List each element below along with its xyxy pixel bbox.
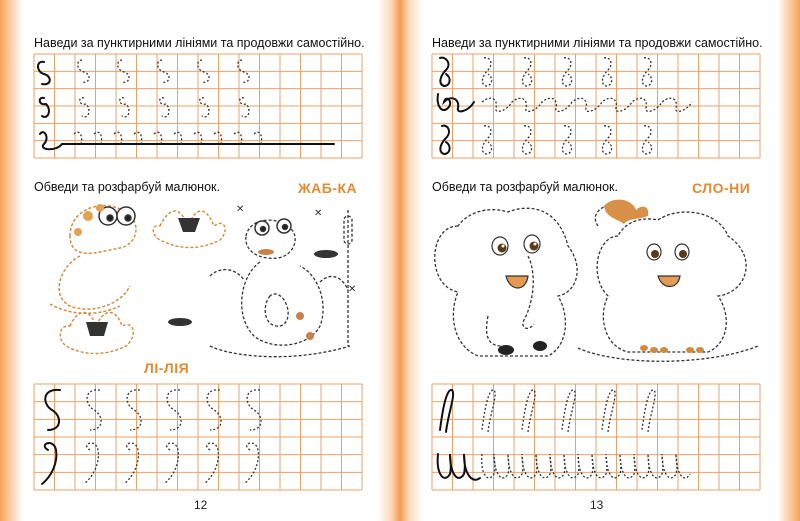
- dotted-s-capital-row-2: [84, 443, 258, 484]
- left-bottom-writing-grid: [34, 384, 362, 490]
- right-picture-instruction: Обведи та розфарбуй малюнок.: [432, 180, 618, 194]
- elephants-picture: [428, 196, 772, 376]
- lily-pads-icon: [168, 250, 338, 326]
- right-page-edge: [778, 0, 800, 521]
- svg-text:✕: ✕: [236, 204, 245, 215]
- left-top-writing-grid: [34, 54, 362, 158]
- right-top-instruction: Наведи за пунктирними лініями та продовжи самостійно.: [432, 36, 763, 50]
- book-gutter: [378, 0, 422, 521]
- grid-cells: [34, 384, 362, 490]
- grid-cells: [432, 384, 760, 490]
- left-page-number: 12: [194, 498, 208, 512]
- dotted-s-row-2: [80, 98, 249, 117]
- water-lily-top-center-icon: [178, 218, 200, 232]
- svg-text:✕: ✕: [348, 284, 357, 295]
- elephant-left-icon: [435, 208, 577, 356]
- dragonfly-icons: [236, 204, 356, 295]
- left-top-instruction: Наведи за пунктирними лініями та продовжи самостійно.: [34, 36, 365, 50]
- left-picture-instruction: Обведи та розфарбуй малюнок.: [34, 180, 220, 194]
- frog-right-icon: [210, 220, 350, 357]
- frog-right-spots-icon: [258, 249, 314, 340]
- right-bottom-writing-grid: [432, 384, 760, 490]
- dotted-s-capital-row-1: [87, 390, 261, 430]
- right-page-number: 13: [590, 498, 604, 512]
- left-page-edge: [0, 0, 22, 521]
- dotted-v-row-1: [482, 58, 651, 86]
- word-lily: ЛІ-ЛІЯ: [144, 360, 190, 376]
- svg-text:✕: ✕: [314, 208, 323, 219]
- elephant-left-eyes-icon: [492, 235, 540, 255]
- dotted-v-row-3: [482, 126, 651, 154]
- word-frog: ЖАБ-КА: [298, 180, 358, 196]
- grid-cells: [432, 54, 760, 158]
- grid-cells: [34, 54, 362, 158]
- frog-left-eyes-icon: [99, 207, 135, 225]
- word-elephants: СЛО-НИ: [692, 180, 751, 196]
- dotted-sh-row-2: [482, 454, 690, 478]
- dotted-l-row-1: [482, 390, 655, 432]
- letter-sh-traces: [438, 390, 480, 480]
- frog-right-eyes-icon: [255, 219, 291, 235]
- right-top-writing-grid: [432, 54, 760, 158]
- cattail-icon: [344, 210, 352, 346]
- water-splash-icon: [604, 200, 648, 224]
- elephant-left-mouth-icon: [506, 276, 528, 288]
- right-page: [422, 0, 778, 521]
- elephant-right-eyes-icon: [647, 244, 689, 260]
- frogs-and-lilies-picture: [30, 196, 370, 376]
- left-page: [22, 0, 378, 521]
- elephant-left-feet-icon: [498, 341, 547, 355]
- water-lily-bottom-center-icon: [86, 322, 108, 336]
- elephant-right-mouth-icon: [658, 276, 680, 287]
